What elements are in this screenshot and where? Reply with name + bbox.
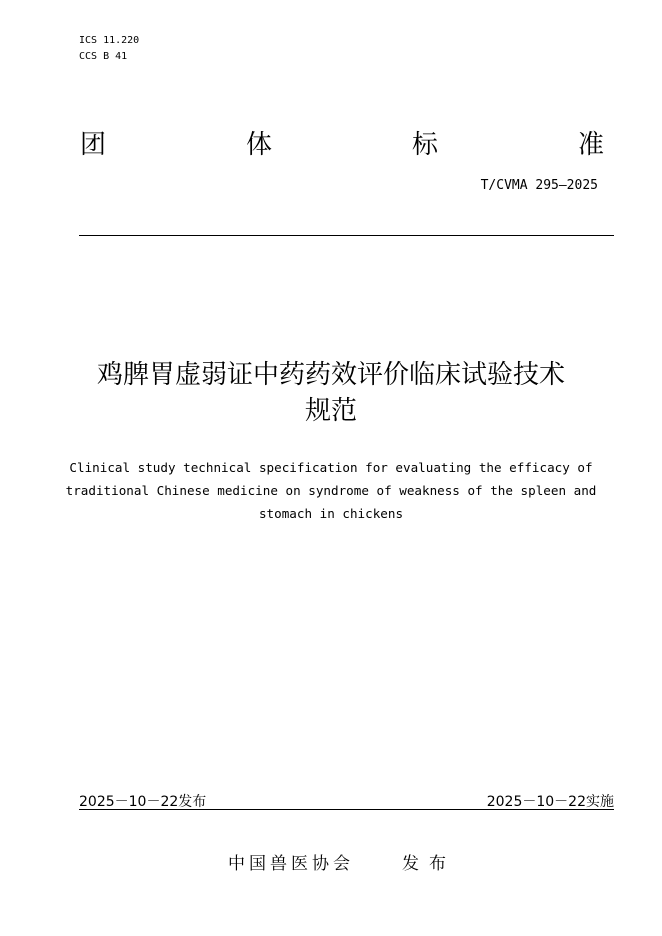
english-title-line: traditional Chinese medicine on syndrome of weakness of the spleen and	[65, 483, 597, 498]
standard-type-char: 体	[245, 130, 272, 160]
release-date: 2025－10－22发布	[79, 794, 207, 810]
bottom-divider	[79, 809, 614, 810]
standard-type-heading	[80, 128, 604, 162]
implementation-date: 2025－10－22实施	[486, 794, 614, 810]
standard-type-char: 准	[577, 130, 604, 160]
ccs-code: CCS B 41	[79, 51, 128, 62]
chinese-title-line: 鸡脾胃虚弱证中药药效评价临床试验技术	[96, 360, 565, 390]
chinese-title	[40, 357, 622, 429]
ics-code: ICS 11.220	[79, 35, 140, 46]
english-title-line: stomach in chickens	[258, 506, 404, 521]
standard-type-char: 标	[411, 130, 438, 160]
standard-number: T/CVMA 295—2025	[480, 178, 598, 193]
top-divider	[79, 235, 614, 236]
issuing-organization: 中国兽医协会	[228, 854, 354, 874]
standard-type-char: 团	[80, 130, 107, 160]
english-title	[40, 456, 622, 525]
issue-label: 发布	[402, 854, 456, 874]
classification-codes	[79, 33, 139, 65]
chinese-title-line: 规范	[304, 396, 357, 426]
english-title-line: Clinical study technical specification for evaluating the efficacy of	[69, 460, 593, 475]
